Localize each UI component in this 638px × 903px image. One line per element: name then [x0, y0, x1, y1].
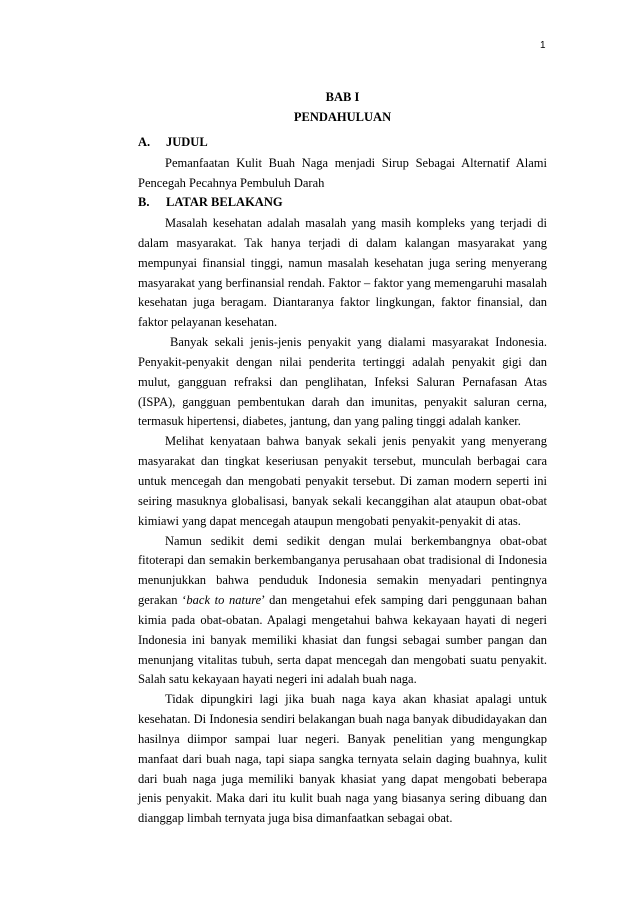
paragraph: Masalah kesehatan adalah masalah yang masih kompleks yang terjadi di dalam masyarakat. Tak hanya terjadi di dalam kalangan masyarakat yang mempunyai finansial tinggi, namun masalah kesehatan juga sering menyerang masyarakat yang berfinansial rendah. Faktor – faktor yang memengaruhi masalah kesehatan juga beragam. Diantaranya faktor lingkungan, faktor finansial, dan faktor pelayanan kesehatan.: [138, 216, 547, 330]
paragraph: Namun sedikit demi sedikit dengan mulai berkembangnya obat-obat fitoterapi dan semakin berkembanganya perusahaan obat tradisional di Indonesia menunjukkan bahwa penduduk Indonesia semakin menyadari pentingnya gerakan ‘back to nature’ dan mengetahui efek samping dari penggunaan bahan kimia pada obat-obatan. Apalagi mengetahui bahwa kekayaan hayati di negeri Indonesia ini banyak memiliki khasiat dan fungsi sebagai sumber pangan dan menunjang vitalitas tubuh, serta dapat mencegah dan mengobati suatu penyakit. Salah satu kekayaan hayati negeri ini adalah buah naga.: [138, 533, 547, 687]
paragraph: Pemanfaatan Kulit Buah Naga menjadi Sirup Sebagai Alternatif Alami Pencegah Pecahnya Pembuluh Darah: [138, 156, 547, 190]
paragraph: Tidak dipungkiri lagi jika buah naga kaya akan khasiat apalagi untuk kesehatan. Di Indonesia sendiri belakangan buah naga banyak dibudidayakan dan hasilnya diimpor sampai luar negeri. Banyak penelitian yang mengungkap manfaat dari buah naga, tapi siapa sangka ternyata selain daging buahnya, kulit dari buah naga juga memiliki banyak khasiat yang dapat mengobati beberapa jenis penyakit. Maka dari itu kulit buah naga yang biasanya sering dibuang dan dianggap limbah ternyata juga bisa dimanfaatkan sebagai obat.: [138, 692, 547, 826]
italic-phrase: back to nature: [186, 593, 262, 608]
page-number: 1: [540, 40, 546, 51]
section-number: A.: [138, 135, 151, 149]
chapter-title: PENDAHULUAN: [293, 110, 392, 124]
section-number: B.: [138, 195, 150, 209]
chapter-label: BAB I: [325, 90, 360, 104]
section-title: JUDUL: [166, 135, 208, 149]
paragraph: Melihat kenyataan bahwa banyak sekali jenis penyakit yang menyerang masyarakat dan tingkat keseriusan penyakit tersebut, munculah berbagai cara untuk mencegah dan mengobati penyakit tersebut. Di zaman modern seperti ini seiring masuknya globalisasi, banyak sekali kecanggihan alat ataupun obat-obat kimiawi yang dapat mencegah ataupun mengobati penyakit-penyakit di atas.: [138, 434, 547, 528]
section-heading-judul: [138, 135, 208, 150]
paragraph: Banyak sekali jenis-jenis penyakit yang dialami masyarakat Indonesia. Penyakit-penyakit dengan nilai penderita tertinggi adalah penyakit gigi dan mulut, gangguan refraksi dan penglihatan, Infeksi Saluran Pernafasan Atas (ISPA), gangguan pembentukan darah dan imunitas, penyakit saluran cerna, termasuk hipertensi, diabetes, jantung, dan yang paling tinggi adalah kanker.: [138, 335, 547, 429]
section-title: LATAR BELAKANG: [166, 195, 283, 209]
section-body-latar-belakang: [138, 214, 547, 829]
section-body-judul: [138, 154, 547, 194]
section-heading-latar-belakang: [138, 195, 283, 210]
